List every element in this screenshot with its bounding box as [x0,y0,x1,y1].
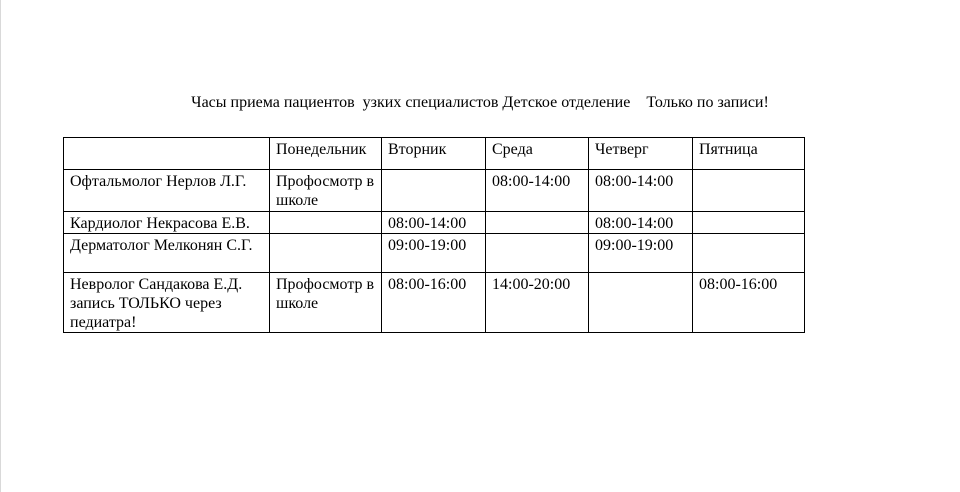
tuesday-cell: 08:00-14:00 [382,212,486,234]
thursday-cell: 08:00-14:00 [589,212,693,234]
wednesday-cell: 14:00-20:00 [486,273,589,333]
thursday-cell: 09:00-19:00 [589,234,693,273]
friday-cell [693,234,805,273]
table-row [64,212,805,234]
header-cell-monday: Понедельник [270,138,382,170]
wednesday-cell: 08:00-14:00 [486,170,589,212]
header-cell-tuesday: Вторник [382,138,486,170]
monday-cell [270,212,382,234]
thursday-cell: 08:00-14:00 [589,170,693,212]
wednesday-cell [486,212,589,234]
header-cell-doctor [64,138,270,170]
doctor-cell: Дерматолог Мелконян С.Г. [64,234,270,273]
thursday-cell [589,273,693,333]
wednesday-cell [486,234,589,273]
table-row [64,234,805,273]
friday-cell: 08:00-16:00 [693,273,805,333]
table-header-row [64,138,805,170]
page-edge [0,0,1,492]
doctor-cell: Офтальмолог Нерлов Л.Г. [64,170,270,212]
table-row [64,170,805,212]
monday-cell: Профосмотр в школе [270,273,382,333]
monday-cell: Профосмотр в школе [270,170,382,212]
header-cell-wednesday: Среда [486,138,589,170]
doctor-cell: Кардиолог Некрасова Е.В. [64,212,270,234]
friday-cell [693,170,805,212]
tuesday-cell [382,170,486,212]
doctor-cell: Невролог Сандакова Е.Д. запись ТОЛЬКО через педиатра! [64,273,270,333]
table-row [64,273,805,333]
tuesday-cell: 08:00-16:00 [382,273,486,333]
document-title: Часы приема пациентов узких специалистов Детское отделение Только по записи! [191,94,769,111]
friday-cell [693,212,805,234]
schedule-table [63,137,805,333]
tuesday-cell: 09:00-19:00 [382,234,486,273]
header-cell-friday: Пятница [693,138,805,170]
header-cell-thursday: Четверг [589,138,693,170]
monday-cell [270,234,382,273]
